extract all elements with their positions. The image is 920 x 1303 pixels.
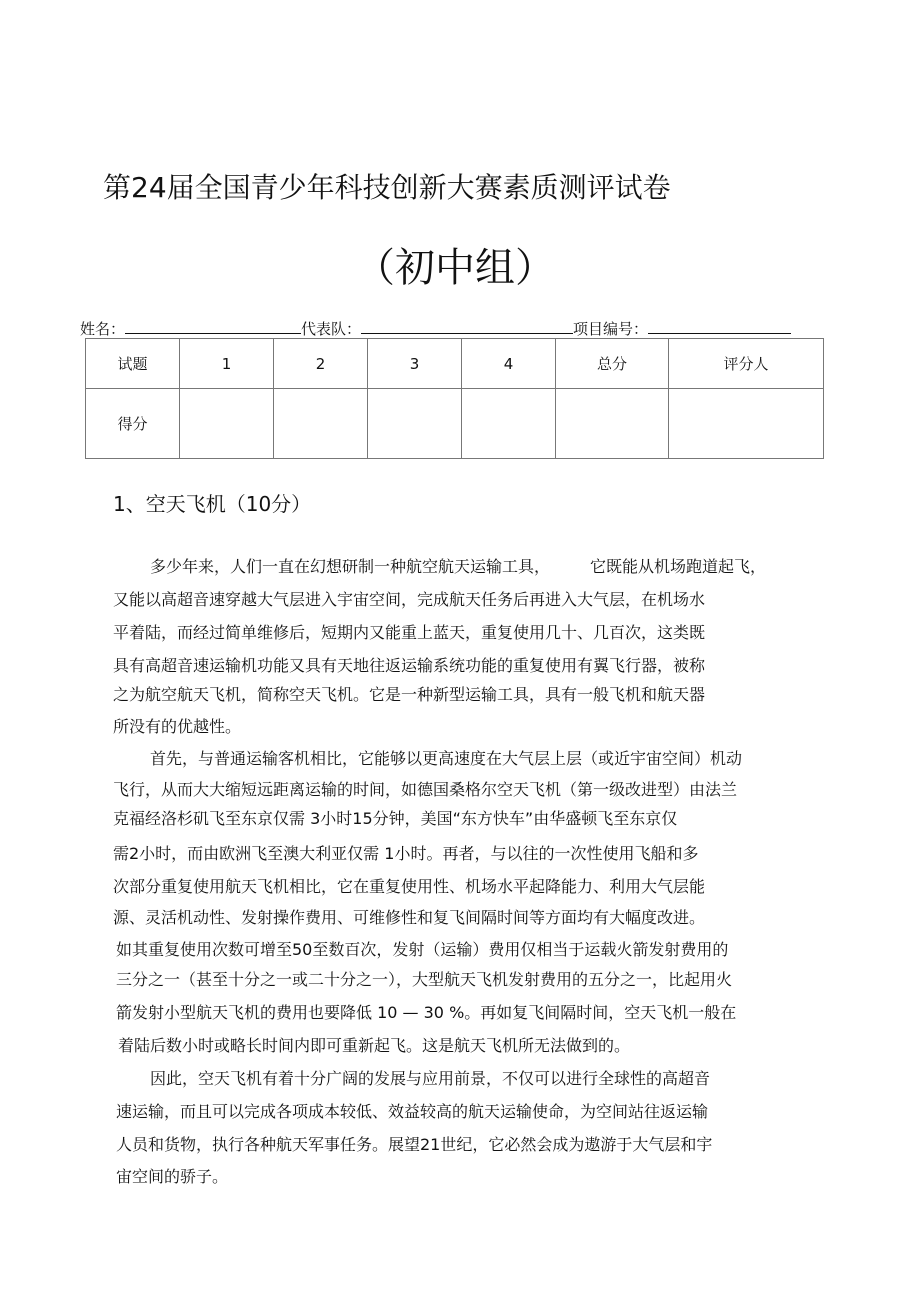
project-label: 项目编号： [573,320,649,338]
paragraph-line: 速运输，而且可以完成各项成本较低、效益较高的航天运输使命，为空间站往返运输 [116,1102,709,1121]
paragraph-line: 所没有的优越性。 [113,717,242,736]
name-field[interactable] [125,319,301,334]
paragraph-line: 飞行，从而大大缩短远距离运输的时间，如德国桑格尔空天飞机（第一级改进型）由法兰 [113,780,738,799]
section-heading: 1、空天飞机（10分） [113,492,312,516]
header-cell: 3 [368,339,462,389]
score-cell[interactable] [556,389,669,459]
paragraph-line: 首先，与普通运输客机相比，它能够以更高速度在大气层上层（或近宇宙空间）机动 [150,749,743,768]
paragraph-line: 次部分重复使用航天飞机相比，它在重复使用性、机场水平起降能力、利用大气层能 [113,877,706,896]
document-subtitle: （初中组） [355,245,555,291]
paragraph-line: 源、灵活机动性、发射操作费用、可维修性和复飞间隔时间等方面均有大幅度改进。 [113,908,706,927]
score-cell[interactable] [180,389,274,459]
project-number-field[interactable] [648,319,791,334]
score-cell[interactable] [669,389,824,459]
paragraph-line: 需2小时，而由欧洲飞至澳大利亚仅需 1小时。再者，与以往的一次性使用飞船和多 [113,844,699,863]
paragraph-line: 平着陆，而经过简单维修后，短期内又能重上蓝天，重复使用几十、几百次，这类既 [113,623,706,642]
header-cell: 试题 [86,339,180,389]
score-table-score-row [86,389,824,459]
score-table [85,338,824,459]
paragraph-line: 宙空间的骄子。 [116,1167,229,1186]
score-table-header-row [86,339,824,389]
contestant-info-line [80,318,791,339]
paragraph-line: 着陆后数小时或略长时间内即可重新起飞。这是航天飞机所无法做到的。 [118,1036,631,1055]
score-cell[interactable] [274,389,368,459]
score-cell[interactable] [368,389,462,459]
header-cell: 4 [462,339,556,389]
score-cell[interactable] [462,389,556,459]
team-field[interactable] [361,319,573,334]
header-cell: 1 [180,339,274,389]
paragraph-line: 多少年来，人们一直在幻想研制一种航空航天运输工具， 它既能从机场跑道起飞， [150,557,767,576]
row-label: 得分 [86,389,180,459]
paragraph-line: 因此，空天飞机有着十分广阔的发展与应用前景，不仅可以进行全球性的高超音 [150,1069,711,1088]
paragraph-line: 三分之一（甚至十分之一或二十分之一），大型航天飞机发射费用的五分之一，比起用火 [116,970,733,989]
header-cell: 评分人 [669,339,824,389]
paragraph-line: 箭发射小型航天飞机的费用也要降低 10 — 30 %。再如复飞间隔时间，空天飞机一般在 [116,1003,737,1022]
paragraph-line: 人员和货物，执行各种航天军事任务。展望21世纪，它必然会成为遨游于大气层和宇 [116,1135,713,1154]
paragraph-line: 又能以高超音速穿越大气层进入宇宙空间，完成航天任务后再进入大气层，在机场水 [113,590,706,609]
header-cell: 总分 [556,339,669,389]
paragraph-line: 之为航空航天飞机，简称空天飞机。它是一种新型运输工具，具有一般飞机和航天器 [113,685,706,704]
paragraph-line: 克福经洛杉矶飞至东京仅需 3小时15分钟，美国“东方快车”由华盛顿飞至东京仅 [113,809,678,828]
paragraph-line: 如其重复使用次数可增至50至数百次，发射（运输）费用仅相当于运载火箭发射费用的 [116,940,729,959]
header-cell: 2 [274,339,368,389]
document-title: 第24届全国青少年科技创新大赛素质测评试卷 [103,171,671,204]
paragraph-line: 具有高超音速运输机功能又具有天地往返运输系统功能的重复使用有翼飞行器，被称 [113,656,706,675]
team-label: 代表队： [301,320,362,338]
name-label: 姓名： [80,320,126,338]
